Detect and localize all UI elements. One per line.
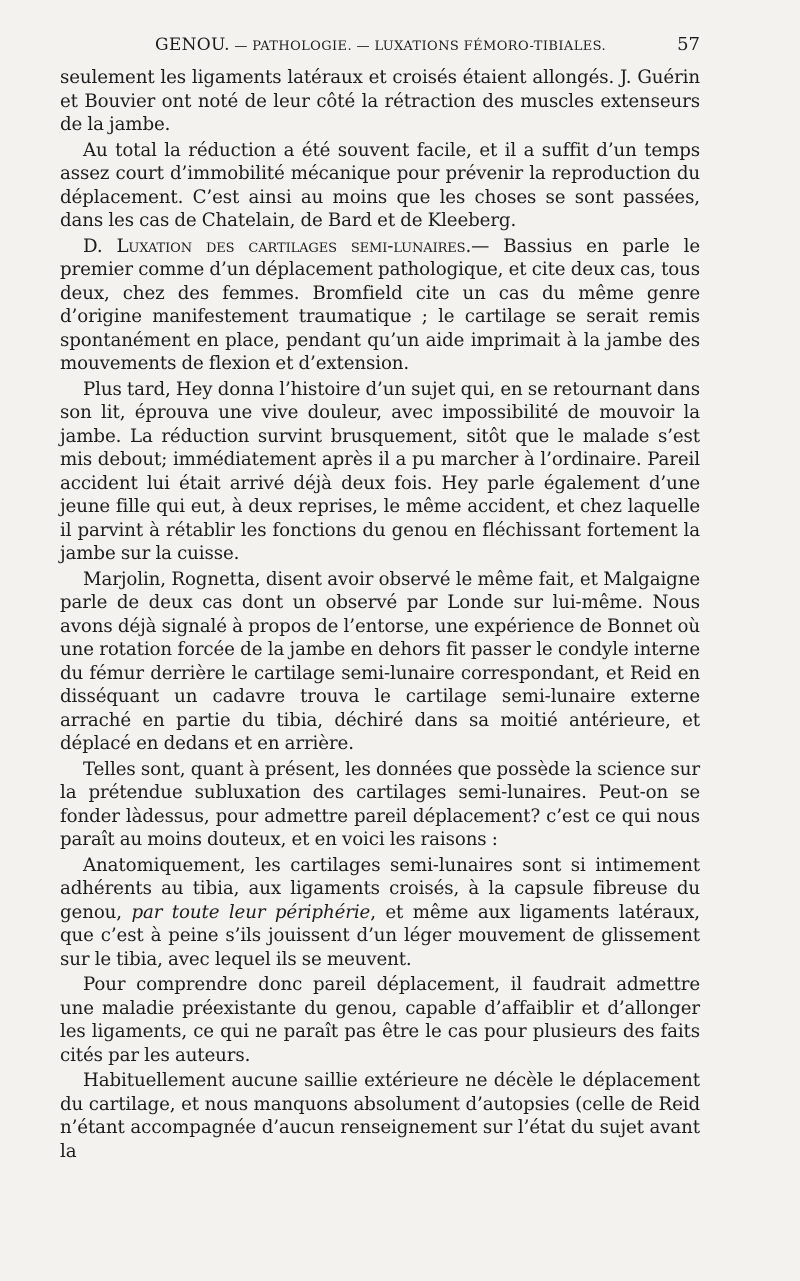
header-title-part2: PATHOLOGIE. (252, 39, 352, 54)
paragraph-7-italic: par toute leur périphérie (131, 901, 371, 923)
paragraph-8: Pour comprendre donc pareil déplacement, il faudrait admettre une maladie préexistante du genou, capable d’affaiblir et d’allonger les ligaments, ce qui ne paraît pas être le cas pour plusieurs des faits cités par les auteurs. (60, 974, 700, 1066)
paragraph-3-text: — Bassius en parle le premier comme d’un déplacement pathologique, et cite deux cas, tous deux, chez des femmes. Bromfield cite un cas du même genre d’origine manifestement traumatique ; le cartilage se serait remis spontanément en place, pendant qu’un aide imprimait à la jambe des mouvements de flexion et d’extension. (60, 235, 700, 374)
header-separator-1: — (229, 39, 253, 54)
paragraph-7 (60, 854, 700, 972)
page-number: 57 (677, 34, 700, 55)
header-title-part3: LUXATIONS FÉMORO-TIBIALES. (374, 39, 606, 54)
header-separator-2: — (351, 39, 375, 54)
paragraph-6: Telles sont, quant à présent, les données que possède la science sur la prétendue subluxation des cartilages semi-lunaires. Peut-on se fonder làdessus, pour admettre pareil déplacement? c’est ce qui nous paraît au moins douteux, et en voici les raisons : (60, 758, 700, 850)
page-body (60, 66, 700, 1163)
paragraph-3 (60, 235, 700, 376)
running-header (60, 32, 700, 58)
header-title-main: GENOU. (155, 35, 230, 55)
paragraph-1: seulement les ligaments latéraux et croisés étaient allongés. J. Guérin et Bouvier ont noté de leur côté la rétraction des muscles extenseurs de la jambe. (60, 67, 700, 135)
section-heading: D. Luxation des cartilages semi-lunaires. (83, 235, 472, 257)
running-title (155, 32, 606, 60)
paragraph-7-part-a: Anatomiquement, les cartilages semi-lunaires sont si intimement adhérents au tibia, aux ligaments croisés, à la capsule fibreuse du genou, (60, 854, 700, 923)
paragraph-4: Plus tard, Hey donna l’histoire d’un sujet qui, en se retournant dans son lit, éprouva une vive douleur, avec impossibilité de mouvoir la jambe. La réduction survint brusquement, sitôt que le malade s’est mis debout; immédiatement après il a pu marcher à l’ordinaire. Pareil accident lui était arrivé déjà deux fois. Hey parle également d’une jeune fille qui eut, à deux reprises, le même accident, et chez laquelle il parvint à rétablir les fonctions du genou en fléchissant fortement la jambe sur la cuisse. (60, 378, 700, 564)
paragraph-2: Au total la réduction a été souvent facile, et il a suffit d’un temps assez court d’immobilité mécanique pour prévenir la reproduction du déplacement. C’est ainsi au moins que les choses se sont passées, dans les cas de Chatelain, de Bard et de Kleeberg. (60, 139, 700, 231)
paragraph-7-part-b: , et même aux ligaments latéraux, que c’est à peine s’ils jouissent d’un léger mouvement de glissement sur le tibia, avec lequel ils se meuvent. (60, 901, 700, 970)
paragraph-5: Marjolin, Rognetta, disent avoir observé le même fait, et Malgaigne parle de deux cas dont un observé par Londe sur lui-même. Nous avons déjà signalé à propos de l’entorse, une expérience de Bonnet où une rotation forcée de la jambe en dehors fit passer le condyle interne du fémur derrière le cartilage semi-lunaire correspondant, et Reid en disséquant un cadavre trouva le cartilage semi-lunaire externe arraché en partie du tibia, déchiré dans sa moitié antérieure, et déplacé en dedans et en arrière. (60, 568, 700, 754)
paragraph-9: Habituellement aucune saillie extérieure ne décèle le déplacement du cartilage, et nous manquons absolument d’autopsies (celle de Reid n’étant accompagnée d’aucun renseignement sur l’état du sujet avant la (60, 1070, 700, 1162)
